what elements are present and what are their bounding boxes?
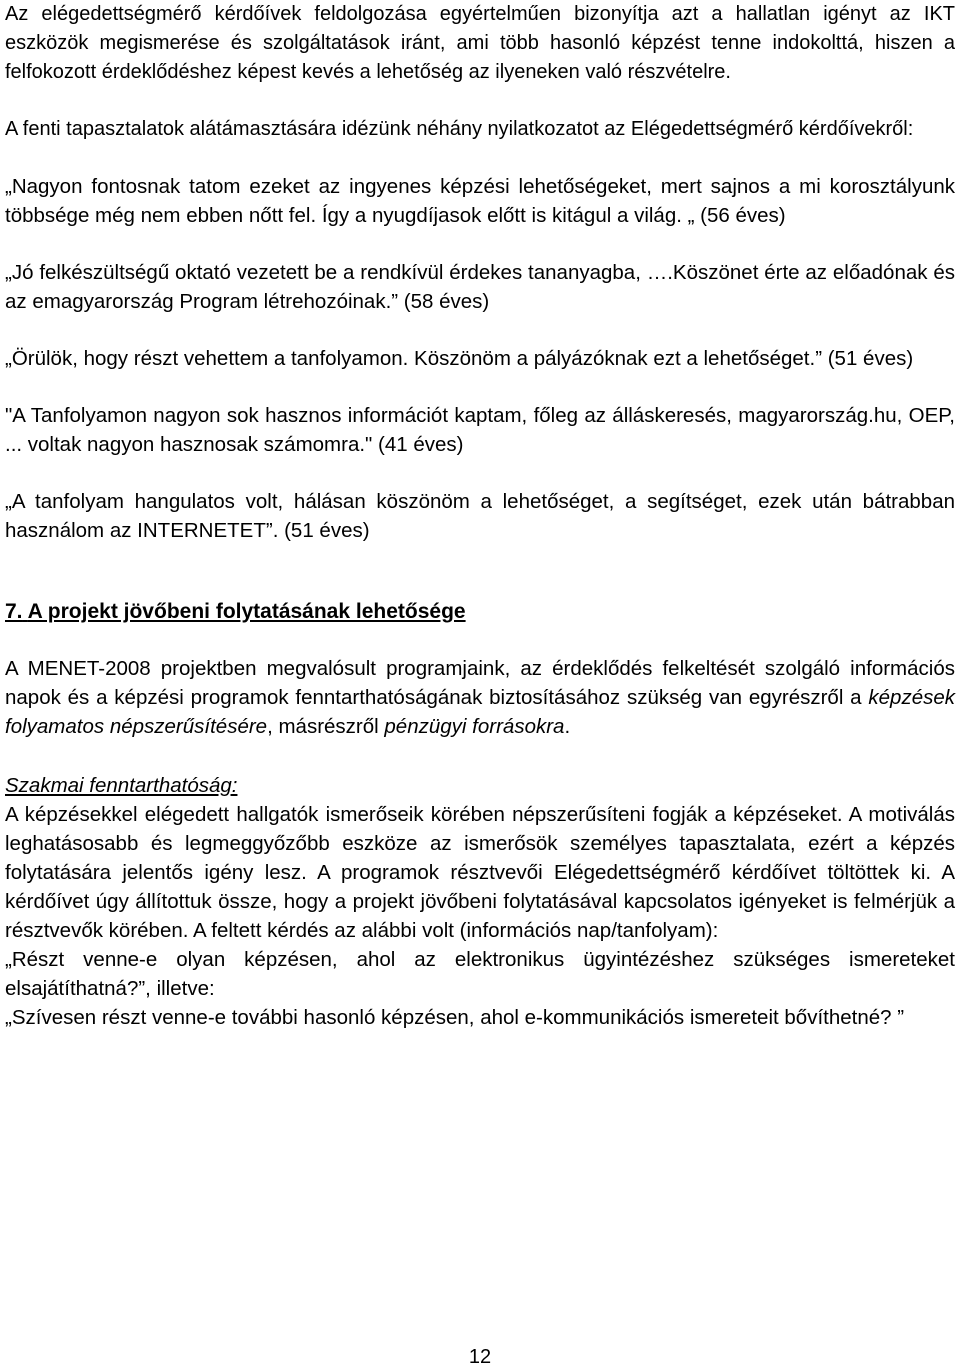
quote-paragraph: „Nagyon fontosnak tatom ezeket az ingyenes képzési lehetőségeket, mert sajnos a mi korosztályunk többsége még nem ebben nőtt fel. Így a nyugdíjasok előtt is kitágul a világ. „ (56 éves) xyxy=(5,175,955,227)
section-heading xyxy=(5,597,955,626)
section-title: A projekt jövőbeni folytatásának lehetősége xyxy=(27,600,466,623)
page-number: 12 xyxy=(468,1346,492,1368)
intro-quote-lead: A fenti tapasztalatok alátámasztására idézünk néhány nyilatkozatot az Elégedettségmérő kérdőívekről: xyxy=(5,118,914,140)
section-text: A MENET-2008 projektben megvalósult programjaink, az érdeklődés felkeltését szolgáló információs napok és a képzési programok fenntarthatóságának biztosításához szükség van egyrészről a xyxy=(5,657,955,709)
quote-paragraph: „Jó felkészültségű oktató vezetett be a rendkívül érdekes tananyagba, ….Köszönet érte az előadónak és az emagyarország Program létrehozóinak.” (58 éves) xyxy=(5,261,955,313)
intro-paragraph: Az elégedettségmérő kérdőívek feldolgozása egyértelműen bizonyítja azt a hallatlan igényt az IKT eszközök megismerése és szolgáltatások iránt, ami több hasonló képzést tenne indokolttá, hiszen a felfokozott érdeklődéshez képest kevés a lehetőség az ilyeneken való részvételre. xyxy=(5,3,955,83)
survey-question: „Részt venne-e olyan képzésen, ahol az elektronikus ügyintézéshez szükséges ismereteket elsajátíthatná?”, illetve: xyxy=(5,948,955,1000)
subsection-paragraph: A képzésekkel elégedett hallgatók ismerőseik körében népszerűsíteni fogják a képzéseket. A motiválás leghatásosabb és legmeggyőzőbb eszköze az ismerősök személyes tapasztalata, ezért a képzés folytatására jelentős igény lesz. A programok résztvevői Elégedettségmérő kérdőívet töltöttek ki. A kérdőívet úgy állítottuk össze, hogy a projekt jövőbeni folytatásával kapcsolatos igényeket is felmérjük a résztvevők körében. A feltett kérdés az alábbi volt (információs nap/tanfolyam): xyxy=(5,803,955,942)
subsection-title: Szakmai fenntarthatóság: xyxy=(5,774,238,797)
section-number: 7. xyxy=(5,600,23,623)
quote-paragraph: „Örülök, hogy részt vehettem a tanfolyamon. Köszönöm a pályázóknak ezt a lehetőséget.” (51 éves) xyxy=(5,347,914,370)
section-text: , másrészről xyxy=(267,715,385,738)
section-text: . xyxy=(564,715,571,738)
survey-question: „Szívesen részt venne-e további hasonló képzésen, ahol e-kommunikációs ismereteit bővíthetné? ” xyxy=(5,1006,905,1029)
section-paragraph xyxy=(5,654,955,741)
page-content xyxy=(5,0,955,1032)
section-emphasis: pénzügyi forrásokra xyxy=(384,715,565,738)
quote-paragraph: „A tanfolyam hangulatos volt, hálásan köszönöm a lehetőséget, a segítséget, ezek után bátrabban használom az INTERNETET”. (51 éves) xyxy=(5,490,955,542)
section-emphasis: képzések folyamatos népszerűsítésére xyxy=(5,686,955,738)
quote-paragraph: "A Tanfolyamon nagyon sok hasznos információt kaptam, főleg az álláskeresés, magyarország.hu, OEP, ... voltak nagyon hasznosak számomra." (41 éves) xyxy=(5,404,955,456)
